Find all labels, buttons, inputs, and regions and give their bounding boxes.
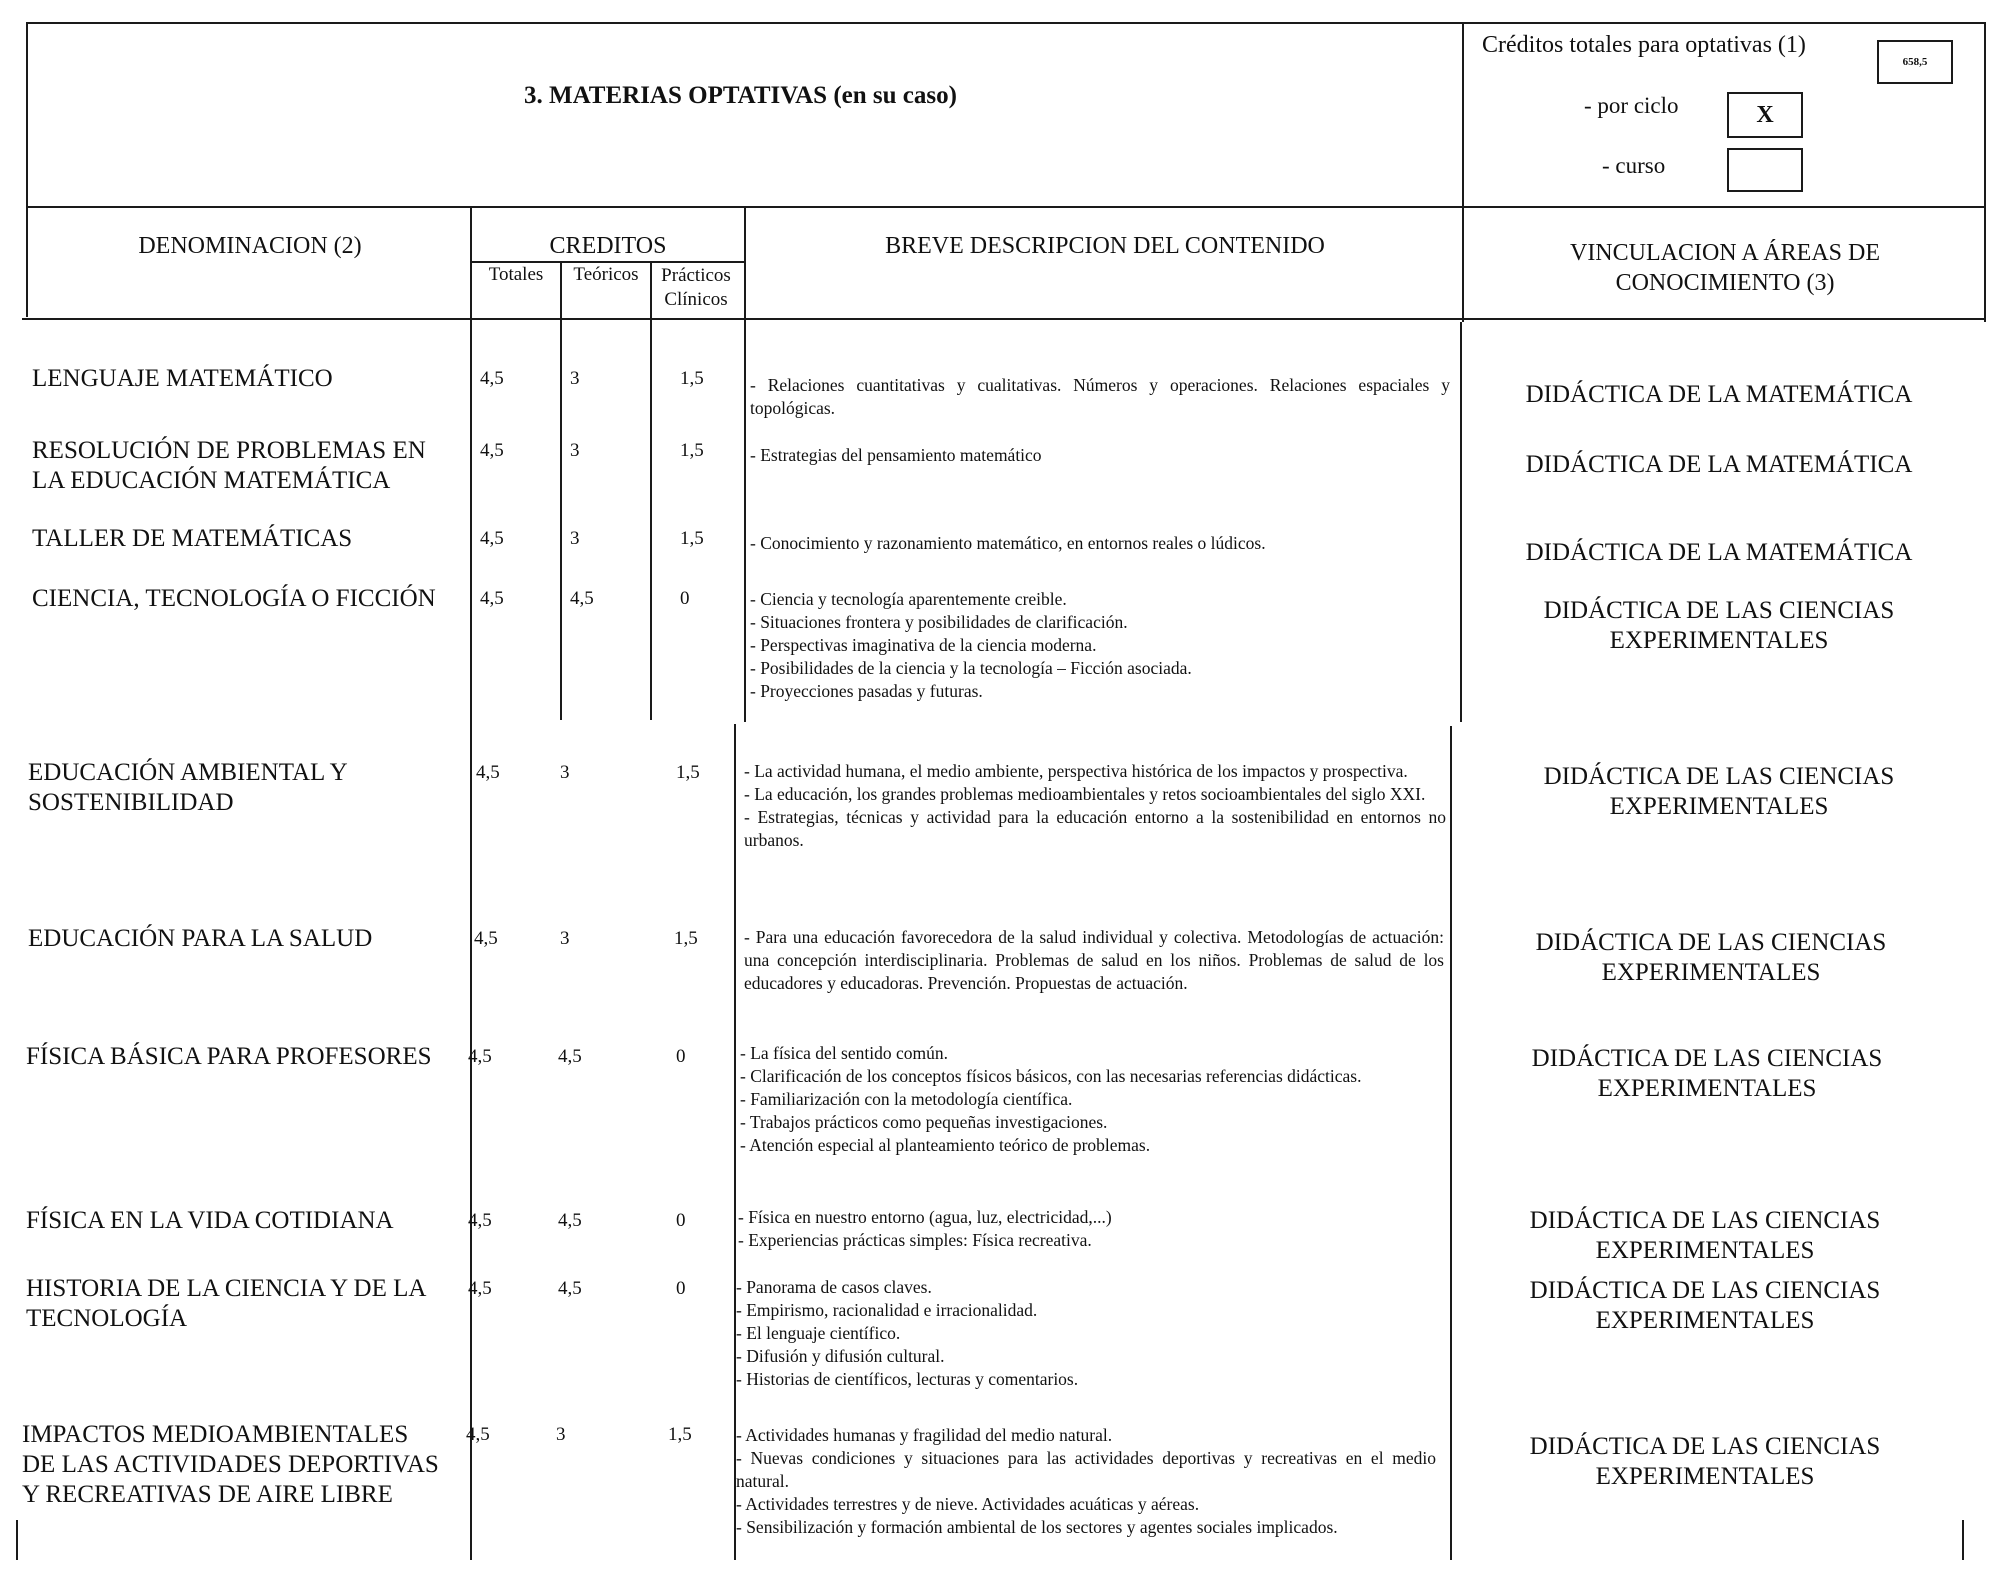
row-credits-totales: 4,5: [466, 1424, 490, 1445]
description-line: - Historias de científicos, lecturas y comentarios.: [736, 1369, 1079, 1389]
per-course-label: - curso: [1602, 153, 1666, 178]
description-line: - Estrategias, técnicas y actividad para la educación entorno a la sostenibilidad en entornos no urbanos.: [744, 807, 1446, 850]
row-name: TALLER DE MATEMÁTICAS: [32, 525, 353, 552]
row-credits-teoricos: 4,5: [558, 1278, 582, 1299]
row-credits-totales: 4,5: [468, 1278, 492, 1299]
header-divider-line: [1462, 22, 1464, 322]
description-line: - El lenguaje científico.: [736, 1323, 901, 1343]
description-line: - Difusión y difusión cultural.: [736, 1346, 945, 1366]
row-description: [740, 1042, 1440, 1157]
col-header-descripcion: BREVE DESCRIPCION DEL CONTENIDO: [885, 233, 1325, 259]
credits-total-value: 658,5: [1902, 56, 1928, 68]
row-credits-teoricos: 3: [560, 762, 570, 783]
row-credits-totales: 4,5: [476, 762, 500, 783]
row-credits-practicos: 1,5: [680, 368, 704, 389]
credits-total-box: [1877, 40, 1953, 84]
row-knowledge-area: DIDÁCTICA DE LA MATEMÁTICA: [1525, 381, 1913, 408]
row-credits-practicos: 0: [680, 588, 690, 609]
description-line: - Posibilidades de la ciencia y la tecnología – Ficción asociada.: [750, 658, 1192, 678]
row-description: [750, 588, 1450, 703]
row-knowledge-area: DIDÁCTICA DE LAS CIENCIAS EXPERIMENTALES: [1529, 1433, 1881, 1490]
row-credits-teoricos: 3: [570, 368, 580, 389]
row-credits-teoricos: 3: [556, 1424, 566, 1445]
description-line: - La física del sentido común.: [740, 1043, 948, 1063]
col-header-denominacion: DENOMINACION (2): [138, 233, 362, 259]
row-knowledge-area: DIDÁCTICA DE LAS CIENCIAS EXPERIMENTALES: [1535, 929, 1887, 986]
frame-top-line: [26, 22, 1986, 24]
description-line: - La actividad humana, el medio ambiente, perspectiva histórica de los impactos y prospectiva.: [744, 761, 1408, 781]
row-knowledge-area: DIDÁCTICA DE LAS CIENCIAS EXPERIMENTALES: [1531, 1045, 1883, 1102]
description-line: - Proyecciones pasadas y futuras.: [750, 681, 983, 701]
description-line: - La educación, los grandes problemas medioambientales y retos socioambientales del siglo XXI.: [744, 784, 1426, 804]
row-knowledge-area: DIDÁCTICA DE LAS CIENCIAS EXPERIMENTALES: [1529, 1277, 1881, 1334]
row-credits-practicos: 1,5: [676, 762, 700, 783]
col-sep-denominacion: [470, 206, 472, 1560]
col-sep-creditos: [744, 206, 746, 722]
description-line: - Trabajos prácticos como pequeñas investigaciones.: [740, 1112, 1108, 1132]
row-credits-teoricos: 4,5: [558, 1210, 582, 1231]
row-credits-practicos: 1,5: [674, 928, 698, 949]
row-credits-totales: 4,5: [480, 440, 504, 461]
row-knowledge-area: DIDÁCTICA DE LAS CIENCIAS EXPERIMENTALES: [1543, 763, 1895, 820]
description-line: - Para una educación favorecedora de la salud individual y colectiva. Metodologías de actuación: una concepción interdisciplinaria. Problemas de salud en los niños. Problemas de salud de los educadores y educadoras. Prevención. Propuestas de actuación.: [744, 927, 1444, 993]
row-name: FÍSICA EN LA VIDA COTIDIANA: [26, 1207, 394, 1234]
row-credits-teoricos: 3: [570, 440, 580, 461]
col-sep-totales: [560, 262, 562, 720]
row-description: [750, 444, 1450, 467]
description-line: - Conocimiento y razonamiento matemático, en entornos reales o lúdicos.: [750, 533, 1266, 553]
description-line: - Estrategias del pensamiento matemático: [750, 445, 1042, 465]
description-line: - Empirismo, racionalidad e irracionalidad.: [736, 1300, 1038, 1320]
description-line: - Ciencia y tecnología aparentemente creible.: [750, 589, 1067, 609]
row-name: HISTORIA DE LA CIENCIA Y DE LA TECNOLOGÍA: [26, 1275, 426, 1332]
creditos-sub-line: [470, 261, 746, 263]
row-description: [736, 1276, 1436, 1391]
description-line: - Actividades terrestres y de nieve. Actividades acuáticas y aéreas.: [736, 1494, 1200, 1514]
description-line: - Situaciones frontera y posibilidades de clarificación.: [750, 612, 1128, 632]
row-credits-practicos: 1,5: [668, 1424, 692, 1445]
row-credits-totales: 4,5: [468, 1210, 492, 1231]
row-credits-totales: 4,5: [474, 928, 498, 949]
row-credits-totales: 4,5: [480, 528, 504, 549]
col-header-totales: Totales: [488, 264, 544, 285]
col-header-practicos: Prácticos Clínicos: [661, 265, 731, 310]
row-name: FÍSICA BÁSICA PARA PROFESORES: [26, 1043, 432, 1070]
row-name: RESOLUCIÓN DE PROBLEMAS EN LA EDUCACIÓN MATEMÁTICA: [32, 437, 426, 494]
credits-total-label: Créditos totales para optativas (1): [1482, 32, 1806, 58]
row-credits-teoricos: 4,5: [570, 588, 594, 609]
row-knowledge-area: DIDÁCTICA DE LA MATEMÁTICA: [1525, 451, 1913, 478]
col-sep-descripcion-lower: [1450, 726, 1452, 1560]
description-line: - Familiarización con la metodología científica.: [740, 1089, 1073, 1109]
frame-left-line: [26, 22, 28, 317]
row-knowledge-area: DIDÁCTICA DE LA MATEMÁTICA: [1525, 539, 1913, 566]
frame-right-line: [1984, 22, 1986, 322]
row-description: [744, 760, 1446, 852]
row-name: LENGUAJE MATEMÁTICO: [32, 365, 333, 392]
row-credits-practicos: 1,5: [680, 528, 704, 549]
per-course-box[interactable]: [1727, 148, 1803, 192]
row-name: CIENCIA, TECNOLOGÍA O FICCIÓN: [32, 585, 436, 612]
row-credits-teoricos: 3: [570, 528, 580, 549]
description-line: - Nuevas condiciones y situaciones para las actividades deportivas y recreativas en el medio natural.: [736, 1448, 1436, 1491]
row-description: [750, 532, 1450, 555]
row-name: IMPACTOS MEDIOAMBIENTALES DE LAS ACTIVIDADES DEPORTIVAS Y RECREATIVAS DE AIRE LIBRE: [22, 1421, 439, 1508]
row-credits-practicos: 0: [676, 1278, 686, 1299]
col-sep-descripcion: [1460, 322, 1462, 722]
row-description: [750, 374, 1450, 420]
row-credits-practicos: 1,5: [680, 440, 704, 461]
per-cycle-label: - por ciclo: [1584, 93, 1679, 118]
per-cycle-mark: X: [1756, 101, 1774, 128]
header-bottom-line: [26, 206, 1986, 208]
description-line: - Clarificación de los conceptos físicos básicos, con las necesarias referencias didácticas.: [740, 1066, 1362, 1086]
row-description: [744, 926, 1444, 995]
row-description: [738, 1206, 1438, 1252]
right-edge-lower: [1962, 1520, 1964, 1560]
row-name: EDUCACIÓN AMBIENTAL Y SOSTENIBILIDAD: [28, 759, 347, 816]
row-knowledge-area: DIDÁCTICA DE LAS CIENCIAS EXPERIMENTALES: [1529, 1207, 1881, 1264]
row-credits-teoricos: 4,5: [558, 1046, 582, 1067]
row-knowledge-area: DIDÁCTICA DE LAS CIENCIAS EXPERIMENTALES: [1543, 597, 1895, 654]
description-line: - Perspectivas imaginativa de la ciencia moderna.: [750, 635, 1097, 655]
description-line: - Sensibilización y formación ambiental de los sectores y agentes sociales implicados.: [736, 1517, 1338, 1537]
row-credits-totales: 4,5: [480, 588, 504, 609]
row-name: EDUCACIÓN PARA LA SALUD: [28, 925, 373, 952]
row-credits-totales: 4,5: [468, 1046, 492, 1067]
row-credits-totales: 4,5: [480, 368, 504, 389]
left-edge-lower: [16, 1520, 18, 1560]
description-line: - Actividades humanas y fragilidad del medio natural.: [736, 1425, 1113, 1445]
description-line: - Relaciones cuantitativas y cualitativas. Números y operaciones. Relaciones espaciales y topológicas.: [750, 375, 1450, 418]
description-line: - Atención especial al planteamiento teórico de problemas.: [740, 1135, 1151, 1155]
col-header-vinculacion: VINCULACION A ÁREAS DE CONOCIMIENTO (3): [1569, 240, 1880, 296]
description-line: - Experiencias prácticas simples: Física recreativa.: [738, 1230, 1092, 1250]
row-credits-practicos: 0: [676, 1046, 686, 1067]
col-header-teoricos: Teóricos: [573, 264, 639, 285]
row-description: [736, 1424, 1436, 1539]
row-credits-teoricos: 3: [560, 928, 570, 949]
description-line: - Panorama de casos claves.: [736, 1277, 932, 1297]
colheader-bottom-line: [22, 318, 1986, 320]
col-sep-teoricos: [650, 262, 652, 720]
row-credits-practicos: 0: [676, 1210, 686, 1231]
col-header-creditos: CREDITOS: [549, 233, 667, 259]
description-line: - Física en nuestro entorno (agua, luz, electricidad,...): [738, 1207, 1112, 1227]
per-cycle-box[interactable]: [1727, 92, 1803, 138]
section-title: 3. MATERIAS OPTATIVAS (en su caso): [524, 82, 957, 109]
